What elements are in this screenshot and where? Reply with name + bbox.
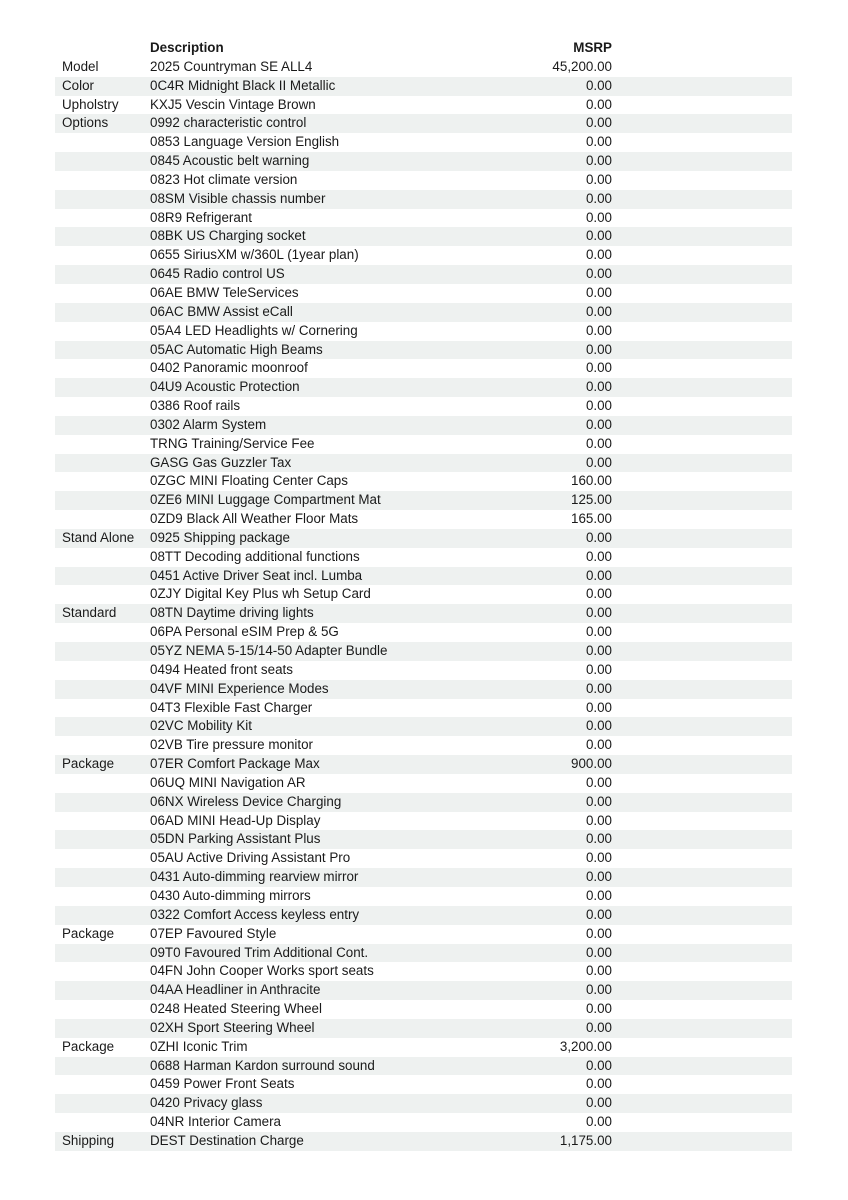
spacer-cell [612,680,792,699]
category-cell: Package [62,756,115,772]
msrp-cell: 0.00 [585,379,612,395]
spacer-cell [612,717,792,736]
description-cell: 0853 Language Version English [150,134,340,150]
description-cell: 2025 Countryman SE ALL4 [150,58,313,74]
spacer-cell [612,830,792,849]
msrp-cell: 0.00 [585,115,612,131]
description-cell: 0655 SiriusXM w/360L (1year plan) [150,247,359,263]
description-cell: 04FN John Cooper Works sport seats [150,963,374,979]
category-cell [55,1019,150,1038]
table-row [55,604,792,623]
spacer-cell [612,661,792,680]
msrp-cell: 0.00 [585,774,612,790]
msrp-cell: 0.00 [585,906,612,922]
spacer-cell [612,1132,792,1151]
msrp-cell: 0.00 [585,77,612,93]
spacer-cell [612,925,792,944]
msrp-cell: 0.00 [585,1001,612,1017]
category-cell [55,227,150,246]
spacer-cell [612,397,792,416]
msrp-cell: 0.00 [585,982,612,998]
msrp-cell: 0.00 [585,850,612,866]
category-cell [55,981,150,1000]
spacer-cell [612,623,792,642]
description-cell: GASG Gas Guzzler Tax [150,454,292,470]
table-row [55,397,792,416]
msrp-cell: 0.00 [585,266,612,282]
spacer-cell [612,209,792,228]
spacer-cell [612,887,792,906]
table-row [55,303,792,322]
description-cell: KXJ5 Vescin Vintage Brown [150,96,316,112]
description-cell: DEST Destination Charge [150,1132,304,1148]
spacer-cell [612,699,792,718]
description-cell: 0451 Active Driver Seat incl. Lumba [150,567,363,583]
description-cell: 02VC Mobility Kit [150,718,252,734]
category-cell [55,454,150,473]
table-row [55,925,792,944]
table-row [55,209,792,228]
spacer-cell [612,322,792,341]
category-cell [55,1000,150,1019]
description-cell: 0ZGC MINI Floating Center Caps [150,473,348,489]
description-cell: 06AC BMW Assist eCall [150,303,293,319]
category-cell [55,1057,150,1076]
category-cell [55,585,150,604]
table-row [55,793,792,812]
description-cell: 0925 Shipping package [150,529,290,545]
table-row [55,812,792,831]
description-cell: 0992 characteristic control [150,115,307,131]
msrp-cell: 0.00 [585,944,612,960]
category-cell [55,623,150,642]
msrp-cell: 0.00 [585,341,612,357]
category-cell [55,171,150,190]
table-row [55,322,792,341]
msrp-cell: 0.00 [585,1114,612,1130]
spacer-cell [612,1000,792,1019]
spacer-cell [612,1075,792,1094]
table-row [55,868,792,887]
description-column-header: Description [150,40,224,55]
spacer-cell [612,755,792,774]
category-cell: Stand Alone [62,529,135,545]
category-cell: Model [62,58,99,74]
spacer-cell [612,246,792,265]
table-row [55,416,792,435]
category-cell: Upholstry [62,96,119,112]
msrp-cell: 0.00 [585,303,612,319]
msrp-cell: 0.00 [585,454,612,470]
msrp-cell: 0.00 [585,360,612,376]
spacer-cell [612,868,792,887]
spacer-cell [612,96,792,115]
spacer-cell [612,416,792,435]
description-cell: 05AC Automatic High Beams [150,341,323,357]
category-cell: Options [62,115,109,131]
description-cell: 06UQ MINI Navigation AR [150,774,306,790]
msrp-cell: 0.00 [585,737,612,753]
msrp-cell: 0.00 [585,1057,612,1073]
spacer-cell [612,567,792,586]
msrp-cell: 0.00 [585,322,612,338]
description-cell: 0420 Privacy glass [150,1095,263,1111]
spacer-cell [612,736,792,755]
description-cell: 02VB Tire pressure monitor [150,737,313,753]
description-cell: 05AU Active Driving Assistant Pro [150,850,351,866]
description-cell: 06AE BMW TeleServices [150,284,299,300]
category-cell [55,868,150,887]
category-cell [55,699,150,718]
category-cell: Package [62,925,115,941]
msrp-cell: 0.00 [585,661,612,677]
msrp-cell: 0.00 [585,228,612,244]
category-cell [55,830,150,849]
table-row [55,378,792,397]
table-row [55,1019,792,1038]
msrp-cell: 0.00 [585,209,612,225]
description-cell: 06PA Personal eSIM Prep & 5G [150,624,339,640]
spacer-cell [612,1057,792,1076]
description-cell: 04AA Headliner in Anthracite [150,982,321,998]
pricing-table [55,39,792,1151]
description-cell: 04VF MINI Experience Modes [150,680,329,696]
table-row [55,906,792,925]
spacer-cell [612,529,792,548]
table-row [55,736,792,755]
category-cell [55,378,150,397]
msrp-cell: 0.00 [585,1019,612,1035]
table-row [55,1075,792,1094]
table-row [55,454,792,473]
msrp-cell: 0.00 [585,247,612,263]
spacer-cell [612,1019,792,1038]
description-cell: 0ZJY Digital Key Plus wh Setup Card [150,586,371,602]
table-row [55,774,792,793]
spacer-cell [612,171,792,190]
table-row [55,642,792,661]
category-cell [55,812,150,831]
spacer-cell [612,265,792,284]
category-cell [55,567,150,586]
category-cell: Color [62,77,94,93]
msrp-cell: 160.00 [571,473,612,489]
table-row [55,567,792,586]
spacer-cell [612,604,792,623]
spacer-cell [612,378,792,397]
msrp-cell: 0.00 [585,963,612,979]
table-row [55,529,792,548]
msrp-cell: 0.00 [585,567,612,583]
table-row [55,548,792,567]
spacer-cell [612,303,792,322]
table-row [55,472,792,491]
category-cell [55,661,150,680]
msrp-cell: 0.00 [585,643,612,658]
category-cell [55,887,150,906]
table-row [55,717,792,736]
table-row [55,359,792,378]
msrp-cell: 0.00 [585,171,612,187]
description-cell: 0845 Acoustic belt warning [150,153,310,169]
description-cell: 05DN Parking Assistant Plus [150,831,321,847]
msrp-column-header: MSRP [573,40,612,55]
table-row [55,585,792,604]
table-row [55,435,792,454]
table-row [55,661,792,680]
description-cell: 07ER Comfort Package Max [150,756,320,772]
table-row [55,1094,792,1113]
description-cell: 07EP Favoured Style [150,925,277,941]
description-cell: 02XH Sport Steering Wheel [150,1019,315,1035]
msrp-cell: 0.00 [585,925,612,941]
msrp-cell: 125.00 [571,492,612,508]
category-cell [55,303,150,322]
table-row [55,284,792,303]
table-row [55,887,792,906]
msrp-cell: 0.00 [585,869,612,885]
msrp-cell: 3,200.00 [559,1038,612,1054]
msrp-cell: 900.00 [571,756,612,772]
table-row [55,265,792,284]
table-row [55,1038,792,1057]
spacer-cell [612,962,792,981]
msrp-cell: 0.00 [585,605,612,621]
msrp-cell: 165.00 [571,511,612,527]
category-cell [55,680,150,699]
category-column-header [55,39,150,58]
description-cell: 0ZE6 MINI Luggage Compartment Mat [150,492,381,508]
msrp-cell: 0.00 [585,586,612,602]
table-row [55,962,792,981]
description-cell: 04U9 Acoustic Protection [150,379,300,395]
description-cell: 0C4R Midnight Black II Metallic [150,77,336,93]
description-cell: 0ZHI Iconic Trim [150,1038,248,1054]
table-row [55,1057,792,1076]
msrp-cell: 0.00 [585,416,612,432]
spacer-cell [612,944,792,963]
category-cell [55,190,150,209]
table-row [55,699,792,718]
msrp-cell: 0.00 [585,793,612,809]
category-cell [55,322,150,341]
spacer-cell [612,585,792,604]
category-cell [55,491,150,510]
spacer-cell [612,793,792,812]
table-row [55,1113,792,1132]
table-row [55,114,792,133]
description-cell: 0645 Radio control US [150,266,285,282]
description-cell: 04NR Interior Camera [150,1114,281,1130]
msrp-cell: 0.00 [585,887,612,903]
msrp-cell: 0.00 [585,134,612,150]
table-row [55,152,792,171]
msrp-cell: 0.00 [585,529,612,545]
msrp-cell: 0.00 [585,153,612,169]
spacer-cell [612,472,792,491]
table-row [55,830,792,849]
category-cell [55,906,150,925]
category-cell [55,1113,150,1132]
category-cell [55,1075,150,1094]
spacer-cell [612,510,792,529]
description-cell: 0248 Heated Steering Wheel [150,1001,322,1017]
spacer-cell [612,454,792,473]
spacer-cell [612,981,792,1000]
msrp-cell: 45,200.00 [552,58,612,74]
table-row [55,755,792,774]
description-cell: 06AD MINI Head-Up Display [150,812,321,828]
description-cell: 08SM Visible chassis number [150,190,326,206]
category-cell: Package [62,1038,115,1054]
table-row [55,190,792,209]
category-cell [55,341,150,360]
category-cell [55,548,150,567]
msrp-cell: 0.00 [585,812,612,828]
category-cell [55,774,150,793]
msrp-cell: 0.00 [585,699,612,715]
description-cell: 0ZD9 Black All Weather Floor Mats [150,511,359,527]
category-cell [55,472,150,491]
description-cell: 0823 Hot climate version [150,171,298,187]
category-cell [55,416,150,435]
category-cell [55,962,150,981]
spacer-cell [612,133,792,152]
table-row [55,944,792,963]
description-cell: 04T3 Flexible Fast Charger [150,699,313,715]
category-cell [55,944,150,963]
spacer-cell [612,435,792,454]
msrp-cell: 0.00 [585,624,612,640]
category-cell [55,642,150,661]
category-cell [55,265,150,284]
category-cell [55,717,150,736]
msrp-cell: 0.00 [585,1076,612,1092]
table-row [55,623,792,642]
category-cell: Standard [62,605,117,621]
table-row [55,491,792,510]
spacer-column-header [612,39,792,58]
description-cell: 0430 Auto-dimming mirrors [150,887,311,903]
description-cell: 05A4 LED Headlights w/ Cornering [150,322,358,338]
spacer-cell [612,359,792,378]
table-row [55,849,792,868]
spacer-cell [612,906,792,925]
description-cell: 08BK US Charging socket [150,228,306,244]
msrp-cell: 0.00 [585,718,612,734]
category-cell [55,793,150,812]
pricing-table-body [55,58,792,1151]
category-cell [55,1094,150,1113]
msrp-cell: 0.00 [585,284,612,300]
description-cell: 08R9 Refrigerant [150,209,252,225]
spacer-cell [612,774,792,793]
table-row [55,510,792,529]
spacer-cell [612,190,792,209]
msrp-cell: 0.00 [585,435,612,451]
description-cell: 0322 Comfort Access keyless entry [150,906,360,922]
table-row [55,981,792,1000]
description-cell: TRNG Training/Service Fee [150,435,315,451]
spacer-cell [612,812,792,831]
category-cell [55,510,150,529]
spacer-cell [612,849,792,868]
msrp-cell: 0.00 [585,190,612,206]
spacer-cell [612,77,792,96]
description-cell: 0431 Auto-dimming rearview mirror [150,869,359,885]
spacer-cell [612,114,792,133]
spacer-cell [612,58,792,77]
spacer-cell [612,152,792,171]
msrp-cell: 1,175.00 [559,1132,612,1148]
description-cell: 0688 Harman Kardon surround sound [150,1057,375,1073]
table-row [55,227,792,246]
description-cell: 06NX Wireless Device Charging [150,793,342,809]
description-cell: 0459 Power Front Seats [150,1076,295,1092]
table-row [55,1000,792,1019]
description-cell: 0402 Panoramic moonroof [150,360,308,376]
table-row [55,1132,792,1151]
spacer-cell [612,642,792,661]
table-row [55,341,792,360]
table-row [55,133,792,152]
spacer-cell [612,1113,792,1132]
table-row [55,58,792,77]
spacer-cell [612,284,792,303]
spacer-cell [612,491,792,510]
description-cell: 0494 Heated front seats [150,661,293,677]
spacer-cell [612,1038,792,1057]
msrp-cell: 0.00 [585,548,612,564]
category-cell [55,435,150,454]
description-cell: 09T0 Favoured Trim Additional Cont. [150,944,369,960]
category-cell [55,849,150,868]
description-cell: 0386 Roof rails [150,398,241,414]
description-cell: 0302 Alarm System [150,416,267,432]
spacer-cell [612,341,792,360]
spacer-cell [612,227,792,246]
category-cell [55,152,150,171]
category-cell [55,397,150,416]
category-cell [55,736,150,755]
msrp-cell: 0.00 [585,831,612,847]
table-header-row [55,39,792,58]
category-cell [55,246,150,265]
table-row [55,171,792,190]
table-row [55,246,792,265]
category-cell [55,359,150,378]
table-row [55,77,792,96]
category-cell [55,209,150,228]
spacer-cell [612,548,792,567]
category-cell [55,284,150,303]
msrp-cell: 0.00 [585,398,612,414]
msrp-cell: 0.00 [585,1095,612,1111]
msrp-cell: 0.00 [585,680,612,696]
category-cell [55,133,150,152]
description-cell: 08TT Decoding additional functions [150,548,360,564]
spacer-cell [612,1094,792,1113]
description-cell: 05YZ NEMA 5-15/14-50 Adapter Bundle [150,643,388,658]
msrp-cell: 0.00 [585,96,612,112]
description-cell: 08TN Daytime driving lights [150,605,314,621]
table-row [55,96,792,115]
category-cell: Shipping [62,1132,115,1148]
table-row [55,680,792,699]
